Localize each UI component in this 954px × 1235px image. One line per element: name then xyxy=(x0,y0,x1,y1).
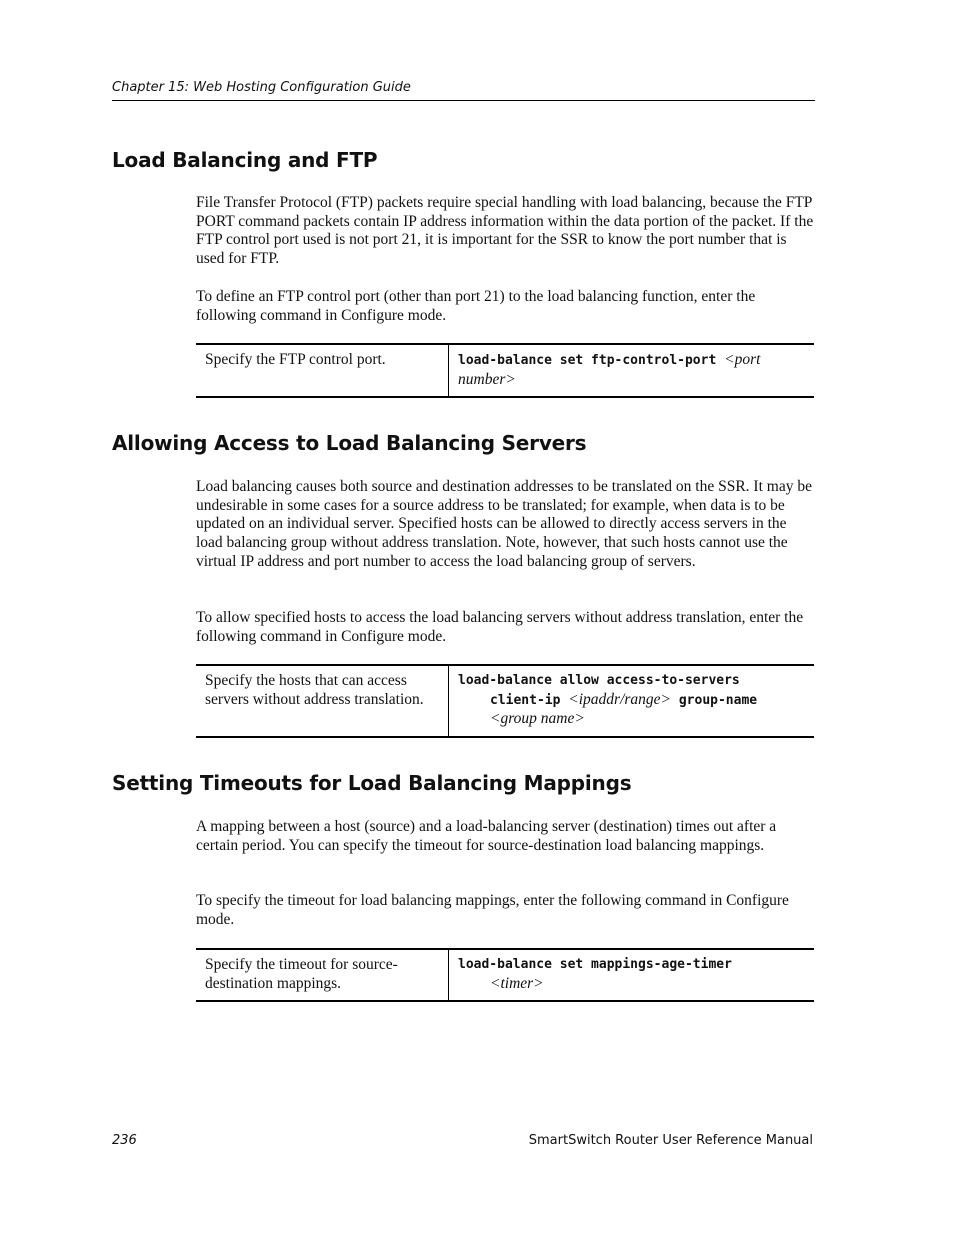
page-number: 236 xyxy=(112,1133,137,1148)
command-keyword: load-balance set mappings-age-timer xyxy=(458,957,732,972)
paragraph: To allow specified hosts to access the load balancing servers without address translation, enter the following command in Configure mode. xyxy=(196,609,804,645)
command-description: Specify the timeout for source-destination mappings. xyxy=(196,949,449,1001)
paragraph: Load balancing causes both source and destination addresses to be translated on the SSR. It may be undesirable in some cases for a source address to be translated; for example, when data is to be updated on an individual server. Specified hosts can be allowed to directly access servers in the load balancing group without address translation. Note, however, that such hosts cannot use the virtual IP address and port number to access the load balancing group of servers. xyxy=(196,478,812,570)
paragraph: A mapping between a host (source) and a load-balancing server (destination) times out after a certain period. You can specify the timeout for source-destination load balancing mappings. xyxy=(196,818,777,854)
footer-manual-title: SmartSwitch Router User Reference Manual xyxy=(528,1133,813,1148)
command-keyword: load-balance allow access-to-servers xyxy=(458,673,740,688)
command-keyword: client-ip xyxy=(490,692,561,708)
command-table xyxy=(196,343,814,398)
command-continuation xyxy=(458,975,806,995)
command-argument: <group name> xyxy=(490,710,585,727)
command-keyword: group-name xyxy=(678,692,758,708)
command-description: Specify the FTP control port. xyxy=(196,344,449,397)
command-argument: <port number> xyxy=(458,351,761,388)
command-table xyxy=(196,664,814,738)
command-syntax xyxy=(449,949,815,1001)
command-continuation xyxy=(458,691,806,730)
command-syntax xyxy=(449,665,815,737)
command-keyword: load-balance set ftp-control-port xyxy=(458,353,717,368)
command-description: Specify the hosts that can access servers without address translation. xyxy=(196,665,449,737)
section-title-access: Allowing Access to Load Balancing Servers xyxy=(112,431,587,455)
command-argument: <ipaddr/range> xyxy=(568,690,672,708)
command-syntax xyxy=(449,344,815,397)
section-title-timeouts: Setting Timeouts for Load Balancing Mappings xyxy=(112,771,632,795)
section-title-ftp: Load Balancing and FTP xyxy=(112,148,378,172)
command-argument: <timer> xyxy=(490,974,544,992)
running-header: Chapter 15: Web Hosting Configuration Guide xyxy=(112,80,815,101)
paragraph: File Transfer Protocol (FTP) packets require special handling with load balancing, because the FTP PORT command packets contain IP address information within the data portion of the packet. If the FTP control port used is not port 21, it is important for the SSR to know the port number that is used for FTP. xyxy=(196,194,814,268)
command-row xyxy=(196,344,814,397)
paragraph: To specify the timeout for load balancing mappings, enter the following command in Configure mode. xyxy=(196,892,789,928)
paragraph: To define an FTP control port (other than port 21) to the load balancing function, enter the following command in Configure mode. xyxy=(196,288,756,324)
command-table xyxy=(196,948,814,1002)
command-row xyxy=(196,665,814,737)
command-row xyxy=(196,949,814,1001)
